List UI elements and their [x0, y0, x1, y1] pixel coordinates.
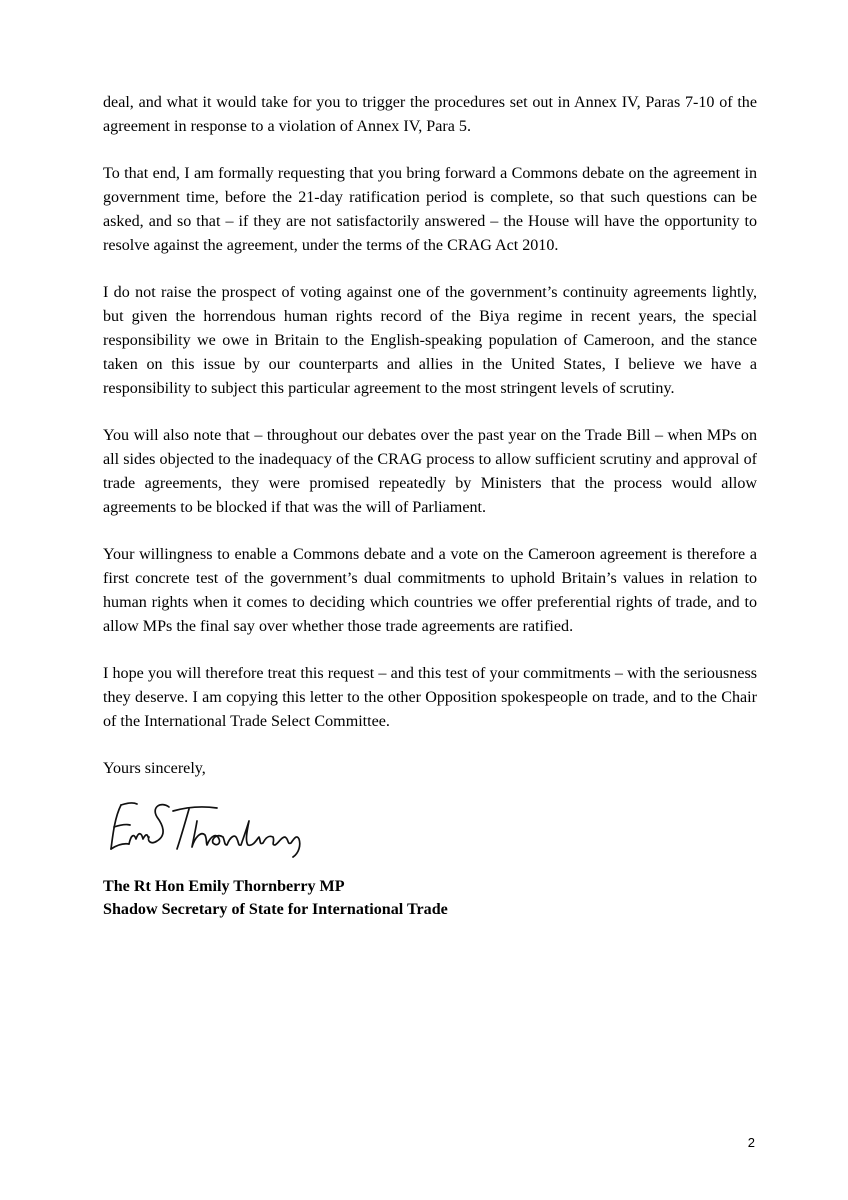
- sender-name: The Rt Hon Emily Thornberry MP: [103, 878, 345, 895]
- handwritten-signature-icon: [103, 793, 313, 861]
- paragraph-6: I hope you will therefore treat this request – and this test of your commitments – with the seriousness they deserve. I am copying this letter to the other Opposition spokespeople on trade, and to the Chair of the International Trade Select Committee.: [103, 665, 757, 730]
- page-number: 2: [747, 1135, 755, 1150]
- paragraph-2: To that end, I am formally requesting that you bring forward a Commons debate on the agreement in government time, before the 21-day ratification period is complete, so that such questions can be asked, and so that – if they are not satisfactorily answered – the House will have the opportunity to resolve against the agreement, under the terms of the CRAG Act 2010.: [103, 165, 757, 254]
- letter-body: [103, 91, 757, 921]
- paragraph-5: Your willingness to enable a Commons debate and a vote on the Cameroon agreement is therefore a first concrete test of the government’s dual commitments to uphold Britain’s values in relation to human rights when it comes to deciding which countries we offer preferential rights of trade, and to allow MPs the final say over whether those trade agreements are ratified.: [103, 546, 757, 635]
- paragraph-4: You will also note that – throughout our debates over the past year on the Trade Bill – when MPs on all sides objected to the inadequacy of the CRAG process to allow sufficient scrutiny and approval of trade agreements, they were promised repeatedly by Ministers that the process would allow agreements to be blocked if that was the will of Parliament.: [103, 427, 757, 516]
- sender-title: Shadow Secretary of State for International Trade: [103, 901, 448, 918]
- paragraph-3: I do not raise the prospect of voting against one of the government’s continuity agreements lightly, but given the horrendous human rights record of the Biya regime in recent years, the special responsibility we owe in Britain to the English-speaking population of Cameroon, and the stance taken on this issue by our counterparts and allies in the United States, I believe we have a responsibility to subject this particular agreement to the most stringent levels of scrutiny.: [103, 284, 757, 397]
- paragraph-1: deal, and what it would take for you to trigger the procedures set out in Annex IV, Paras 7-10 of the agreement in response to a violation of Annex IV, Para 5.: [103, 94, 757, 135]
- closing-salutation: Yours sincerely,: [103, 760, 206, 777]
